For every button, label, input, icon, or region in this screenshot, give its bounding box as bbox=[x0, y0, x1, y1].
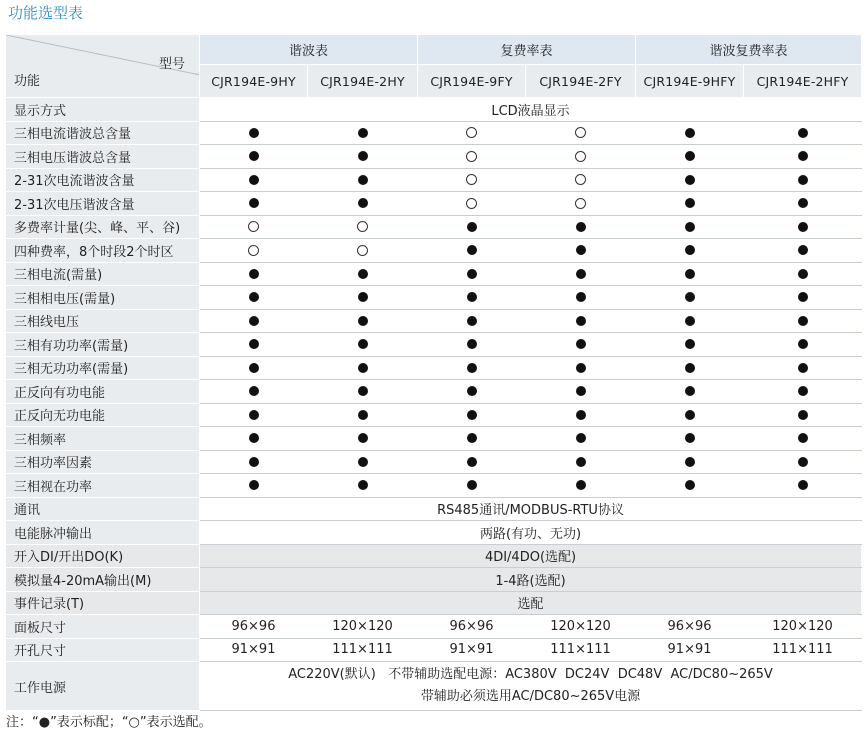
size-value: 96×96 bbox=[636, 615, 744, 639]
optional-circle-icon bbox=[575, 198, 586, 209]
standard-dot-icon bbox=[358, 339, 368, 349]
feature-mark-cell bbox=[418, 380, 526, 404]
feature-mark-cell bbox=[418, 262, 526, 286]
standard-dot-icon bbox=[358, 480, 368, 490]
standard-dot-icon bbox=[249, 386, 259, 396]
feature-label: 三相相电压(需量) bbox=[6, 286, 200, 310]
feature-mark-cell bbox=[636, 309, 744, 333]
spanned-value: 两路(有功、无功) bbox=[200, 521, 862, 545]
corner-function-label: 功能 bbox=[14, 74, 41, 89]
standard-dot-icon bbox=[358, 175, 368, 185]
standard-dot-icon bbox=[358, 433, 368, 443]
table-row bbox=[6, 544, 862, 568]
standard-dot-icon bbox=[249, 457, 259, 467]
standard-dot-icon bbox=[467, 339, 477, 349]
table-row bbox=[6, 168, 862, 192]
feature-mark-cell bbox=[636, 380, 744, 404]
size-value: 91×91 bbox=[200, 638, 308, 662]
feature-mark-cell bbox=[744, 121, 862, 145]
standard-dot-icon bbox=[467, 292, 477, 302]
standard-dot-icon bbox=[576, 480, 586, 490]
standard-dot-icon bbox=[249, 128, 259, 138]
standard-dot-icon bbox=[685, 363, 695, 373]
table-row bbox=[6, 427, 862, 451]
feature-mark-cell bbox=[308, 356, 418, 380]
feature-mark-cell bbox=[526, 380, 636, 404]
model-header: CJR194E-2HY bbox=[308, 65, 418, 98]
standard-dot-icon bbox=[358, 457, 368, 467]
feature-mark-cell bbox=[200, 309, 308, 333]
optional-circle-icon bbox=[357, 245, 368, 256]
standard-dot-icon bbox=[685, 269, 695, 279]
legend-note: 注：“●”表示标配；“○”表示选配。 bbox=[6, 715, 212, 730]
feature-mark-cell bbox=[200, 333, 308, 357]
feature-mark-cell bbox=[200, 192, 308, 216]
standard-dot-icon bbox=[467, 410, 477, 420]
standard-dot-icon bbox=[358, 151, 368, 161]
feature-mark-cell bbox=[744, 215, 862, 239]
table-row bbox=[6, 662, 862, 711]
standard-dot-icon bbox=[576, 433, 586, 443]
table-row bbox=[6, 309, 862, 333]
feature-mark-cell bbox=[636, 168, 744, 192]
feature-mark-cell bbox=[200, 450, 308, 474]
feature-mark-cell bbox=[418, 168, 526, 192]
table-row bbox=[6, 380, 862, 404]
standard-dot-icon bbox=[249, 175, 259, 185]
page-title: 功能选型表 bbox=[8, 4, 84, 22]
standard-dot-icon bbox=[685, 480, 695, 490]
feature-mark-cell bbox=[744, 145, 862, 169]
feature-label: 工作电源 bbox=[6, 662, 200, 711]
feature-mark-cell bbox=[744, 168, 862, 192]
table-row bbox=[6, 333, 862, 357]
feature-mark-cell bbox=[200, 474, 308, 498]
feature-mark-cell bbox=[308, 380, 418, 404]
feature-label: 事件记录(T) bbox=[6, 591, 200, 615]
standard-dot-icon bbox=[358, 269, 368, 279]
standard-dot-icon bbox=[798, 292, 808, 302]
feature-label: 四种费率，8个时段2个时区 bbox=[6, 239, 200, 263]
table-row bbox=[6, 192, 862, 216]
standard-dot-icon bbox=[685, 457, 695, 467]
standard-dot-icon bbox=[576, 363, 586, 373]
standard-dot-icon bbox=[467, 480, 477, 490]
standard-dot-icon bbox=[576, 292, 586, 302]
standard-dot-icon bbox=[467, 316, 477, 326]
standard-dot-icon bbox=[798, 480, 808, 490]
feature-label: 三相视在功率 bbox=[6, 474, 200, 498]
table-row bbox=[6, 568, 862, 592]
table-row bbox=[6, 403, 862, 427]
function-selection-table bbox=[5, 34, 862, 711]
standard-dot-icon bbox=[467, 269, 477, 279]
table-row bbox=[6, 356, 862, 380]
standard-dot-icon bbox=[798, 198, 808, 208]
optional-circle-icon bbox=[466, 174, 477, 185]
feature-label: 2-31次电流谐波含量 bbox=[6, 168, 200, 192]
feature-mark-cell bbox=[418, 403, 526, 427]
standard-dot-icon bbox=[685, 151, 695, 161]
feature-mark-cell bbox=[636, 145, 744, 169]
feature-mark-cell bbox=[526, 262, 636, 286]
feature-mark-cell bbox=[418, 239, 526, 263]
table-row bbox=[6, 638, 862, 662]
feature-label: 三相电流谐波总含量 bbox=[6, 121, 200, 145]
standard-dot-icon bbox=[685, 245, 695, 255]
standard-dot-icon bbox=[685, 198, 695, 208]
model-header: CJR194E-9FY bbox=[418, 65, 526, 98]
standard-dot-icon bbox=[249, 410, 259, 420]
feature-label: 三相有功功率(需量) bbox=[6, 333, 200, 357]
feature-mark-cell bbox=[308, 333, 418, 357]
feature-mark-cell bbox=[418, 356, 526, 380]
header-corner-cell bbox=[6, 35, 200, 98]
feature-label: 通讯 bbox=[6, 497, 200, 521]
feature-mark-cell bbox=[636, 286, 744, 310]
size-value: 96×96 bbox=[200, 615, 308, 639]
feature-mark-cell bbox=[744, 380, 862, 404]
size-value: 111×111 bbox=[744, 638, 862, 662]
standard-dot-icon bbox=[685, 128, 695, 138]
feature-mark-cell bbox=[636, 333, 744, 357]
standard-dot-icon bbox=[685, 292, 695, 302]
standard-dot-icon bbox=[358, 128, 368, 138]
feature-mark-cell bbox=[636, 474, 744, 498]
feature-mark-cell bbox=[526, 286, 636, 310]
feature-mark-cell bbox=[418, 121, 526, 145]
feature-label: 2-31次电压谐波含量 bbox=[6, 192, 200, 216]
standard-dot-icon bbox=[358, 386, 368, 396]
standard-dot-icon bbox=[249, 339, 259, 349]
optional-circle-icon bbox=[575, 151, 586, 162]
feature-mark-cell bbox=[744, 403, 862, 427]
standard-dot-icon bbox=[798, 128, 808, 138]
feature-mark-cell bbox=[200, 427, 308, 451]
feature-mark-cell bbox=[744, 333, 862, 357]
table-row bbox=[6, 286, 862, 310]
table-row bbox=[6, 215, 862, 239]
feature-mark-cell bbox=[526, 192, 636, 216]
standard-dot-icon bbox=[798, 386, 808, 396]
group-header-harmonic-multirate: 谐波复费率表 bbox=[636, 35, 862, 65]
standard-dot-icon bbox=[685, 386, 695, 396]
standard-dot-icon bbox=[798, 410, 808, 420]
standard-dot-icon bbox=[467, 386, 477, 396]
feature-mark-cell bbox=[308, 309, 418, 333]
spanned-value: 4DI/4DO(选配) bbox=[200, 544, 862, 568]
feature-mark-cell bbox=[636, 239, 744, 263]
group-header-harmonic: 谐波表 bbox=[200, 35, 418, 65]
size-value: 120×120 bbox=[744, 615, 862, 639]
optional-circle-icon bbox=[466, 127, 477, 138]
size-value: 120×120 bbox=[526, 615, 636, 639]
feature-mark-cell bbox=[526, 309, 636, 333]
model-header: CJR194E-2HFY bbox=[744, 65, 862, 98]
optional-circle-icon bbox=[466, 151, 477, 162]
standard-dot-icon bbox=[358, 292, 368, 302]
standard-dot-icon bbox=[467, 222, 477, 232]
feature-mark-cell bbox=[744, 192, 862, 216]
feature-mark-cell bbox=[636, 450, 744, 474]
spanned-value: 1-4路(选配) bbox=[200, 568, 862, 592]
feature-mark-cell bbox=[200, 403, 308, 427]
standard-dot-icon bbox=[576, 410, 586, 420]
feature-mark-cell bbox=[200, 239, 308, 263]
standard-dot-icon bbox=[467, 245, 477, 255]
model-header: CJR194E-9HFY bbox=[636, 65, 744, 98]
standard-dot-icon bbox=[576, 316, 586, 326]
feature-mark-cell bbox=[418, 450, 526, 474]
standard-dot-icon bbox=[798, 151, 808, 161]
table-row bbox=[6, 474, 862, 498]
feature-mark-cell bbox=[200, 262, 308, 286]
standard-dot-icon bbox=[798, 245, 808, 255]
feature-mark-cell bbox=[526, 168, 636, 192]
standard-dot-icon bbox=[576, 457, 586, 467]
power-line-2: 带辅助必须选用AC/DC80~265V电源 bbox=[420, 689, 641, 704]
display-value: LCD液晶显示 bbox=[200, 98, 862, 122]
standard-dot-icon bbox=[358, 316, 368, 326]
feature-mark-cell bbox=[636, 427, 744, 451]
feature-mark-cell bbox=[526, 121, 636, 145]
feature-mark-cell bbox=[200, 356, 308, 380]
standard-dot-icon bbox=[798, 433, 808, 443]
standard-dot-icon bbox=[576, 245, 586, 255]
feature-label: 正反向有功电能 bbox=[6, 380, 200, 404]
feature-mark-cell bbox=[526, 427, 636, 451]
feature-mark-cell bbox=[636, 403, 744, 427]
feature-mark-cell bbox=[418, 192, 526, 216]
size-value: 91×91 bbox=[418, 638, 526, 662]
feature-label: 电能脉冲输出 bbox=[6, 521, 200, 545]
feature-mark-cell bbox=[418, 427, 526, 451]
corner-model-label: 型号 bbox=[158, 57, 185, 72]
standard-dot-icon bbox=[685, 339, 695, 349]
feature-mark-cell bbox=[308, 427, 418, 451]
feature-mark-cell bbox=[200, 168, 308, 192]
standard-dot-icon bbox=[249, 151, 259, 161]
table-row bbox=[6, 121, 862, 145]
feature-mark-cell bbox=[526, 356, 636, 380]
standard-dot-icon bbox=[798, 363, 808, 373]
standard-dot-icon bbox=[576, 269, 586, 279]
standard-dot-icon bbox=[798, 175, 808, 185]
feature-mark-cell bbox=[418, 215, 526, 239]
standard-dot-icon bbox=[685, 316, 695, 326]
size-value: 96×96 bbox=[418, 615, 526, 639]
standard-dot-icon bbox=[249, 433, 259, 443]
optional-circle-icon bbox=[248, 245, 259, 256]
feature-mark-cell bbox=[744, 474, 862, 498]
feature-mark-cell bbox=[200, 121, 308, 145]
feature-mark-cell bbox=[308, 192, 418, 216]
standard-dot-icon bbox=[358, 198, 368, 208]
power-line-1: AC220V(默认) 不带辅助选配电源：AC380V DC24V DC48V AC/DC80~265V bbox=[288, 667, 773, 682]
feature-label: 三相频率 bbox=[6, 427, 200, 451]
optional-circle-icon bbox=[248, 221, 259, 232]
standard-dot-icon bbox=[798, 222, 808, 232]
feature-mark-cell bbox=[526, 403, 636, 427]
feature-mark-cell bbox=[636, 356, 744, 380]
feature-mark-cell bbox=[200, 215, 308, 239]
feature-mark-cell bbox=[636, 215, 744, 239]
feature-label: 三相功率因素 bbox=[6, 450, 200, 474]
feature-mark-cell bbox=[744, 356, 862, 380]
standard-dot-icon bbox=[685, 410, 695, 420]
feature-mark-cell bbox=[526, 215, 636, 239]
feature-label: 正反向无功电能 bbox=[6, 403, 200, 427]
feature-mark-cell bbox=[636, 262, 744, 286]
feature-label: 三相线电压 bbox=[6, 309, 200, 333]
optional-circle-icon bbox=[575, 174, 586, 185]
feature-mark-cell bbox=[526, 450, 636, 474]
feature-mark-cell bbox=[744, 450, 862, 474]
spanned-value: 选配 bbox=[200, 591, 862, 615]
table-row bbox=[6, 262, 862, 286]
feature-mark-cell bbox=[200, 286, 308, 310]
feature-mark-cell bbox=[744, 427, 862, 451]
feature-mark-cell bbox=[308, 121, 418, 145]
feature-label: 多费率计量(尖、峰、平、谷) bbox=[6, 215, 200, 239]
feature-label: 三相电流(需量) bbox=[6, 262, 200, 286]
feature-mark-cell bbox=[418, 474, 526, 498]
feature-mark-cell bbox=[200, 145, 308, 169]
table-row bbox=[6, 239, 862, 263]
feature-label: 开入DI/开出DO(K) bbox=[6, 544, 200, 568]
optional-circle-icon bbox=[466, 198, 477, 209]
feature-label: 显示方式 bbox=[6, 98, 200, 122]
feature-mark-cell bbox=[418, 309, 526, 333]
feature-mark-cell bbox=[308, 450, 418, 474]
standard-dot-icon bbox=[249, 363, 259, 373]
standard-dot-icon bbox=[467, 363, 477, 373]
optional-circle-icon bbox=[357, 221, 368, 232]
standard-dot-icon bbox=[798, 339, 808, 349]
feature-mark-cell bbox=[200, 380, 308, 404]
model-header: CJR194E-2FY bbox=[526, 65, 636, 98]
table-row bbox=[6, 591, 862, 615]
feature-mark-cell bbox=[308, 262, 418, 286]
feature-label: 面板尺寸 bbox=[6, 615, 200, 639]
standard-dot-icon bbox=[358, 363, 368, 373]
feature-label: 模拟量4-20mA输出(M) bbox=[6, 568, 200, 592]
feature-mark-cell bbox=[744, 309, 862, 333]
table-row bbox=[6, 521, 862, 545]
standard-dot-icon bbox=[358, 410, 368, 420]
standard-dot-icon bbox=[249, 269, 259, 279]
feature-mark-cell bbox=[744, 286, 862, 310]
standard-dot-icon bbox=[685, 433, 695, 443]
standard-dot-icon bbox=[576, 386, 586, 396]
feature-mark-cell bbox=[526, 239, 636, 263]
table-row bbox=[6, 98, 862, 122]
standard-dot-icon bbox=[576, 339, 586, 349]
feature-mark-cell bbox=[744, 262, 862, 286]
standard-dot-icon bbox=[249, 480, 259, 490]
standard-dot-icon bbox=[249, 198, 259, 208]
feature-mark-cell bbox=[308, 215, 418, 239]
standard-dot-icon bbox=[798, 457, 808, 467]
feature-mark-cell bbox=[308, 239, 418, 263]
feature-mark-cell bbox=[308, 168, 418, 192]
feature-mark-cell bbox=[526, 145, 636, 169]
standard-dot-icon bbox=[467, 433, 477, 443]
feature-mark-cell bbox=[744, 239, 862, 263]
feature-mark-cell bbox=[526, 474, 636, 498]
size-value: 111×111 bbox=[526, 638, 636, 662]
table-row bbox=[6, 615, 862, 639]
feature-mark-cell bbox=[418, 286, 526, 310]
feature-label: 三相无功功率(需量) bbox=[6, 356, 200, 380]
standard-dot-icon bbox=[576, 222, 586, 232]
table-row bbox=[6, 145, 862, 169]
feature-mark-cell bbox=[308, 145, 418, 169]
feature-mark-cell bbox=[308, 474, 418, 498]
optional-circle-icon bbox=[575, 127, 586, 138]
standard-dot-icon bbox=[798, 269, 808, 279]
feature-mark-cell bbox=[636, 192, 744, 216]
feature-mark-cell bbox=[308, 403, 418, 427]
standard-dot-icon bbox=[467, 457, 477, 467]
size-value: 111×111 bbox=[308, 638, 418, 662]
feature-mark-cell bbox=[636, 121, 744, 145]
size-value: 91×91 bbox=[636, 638, 744, 662]
feature-mark-cell bbox=[418, 333, 526, 357]
standard-dot-icon bbox=[685, 175, 695, 185]
feature-label: 开孔尺寸 bbox=[6, 638, 200, 662]
model-header: CJR194E-9HY bbox=[200, 65, 308, 98]
power-supply-value bbox=[200, 662, 862, 711]
standard-dot-icon bbox=[685, 222, 695, 232]
standard-dot-icon bbox=[798, 316, 808, 326]
standard-dot-icon bbox=[249, 316, 259, 326]
standard-dot-icon bbox=[249, 292, 259, 302]
feature-mark-cell bbox=[526, 333, 636, 357]
feature-mark-cell bbox=[418, 145, 526, 169]
table-row bbox=[6, 497, 862, 521]
group-header-multirate: 复费率表 bbox=[418, 35, 636, 65]
size-value: 120×120 bbox=[308, 615, 418, 639]
spanned-value: RS485通讯/MODBUS-RTU协议 bbox=[200, 497, 862, 521]
table-row bbox=[6, 450, 862, 474]
feature-mark-cell bbox=[308, 286, 418, 310]
feature-label: 三相电压谐波总含量 bbox=[6, 145, 200, 169]
